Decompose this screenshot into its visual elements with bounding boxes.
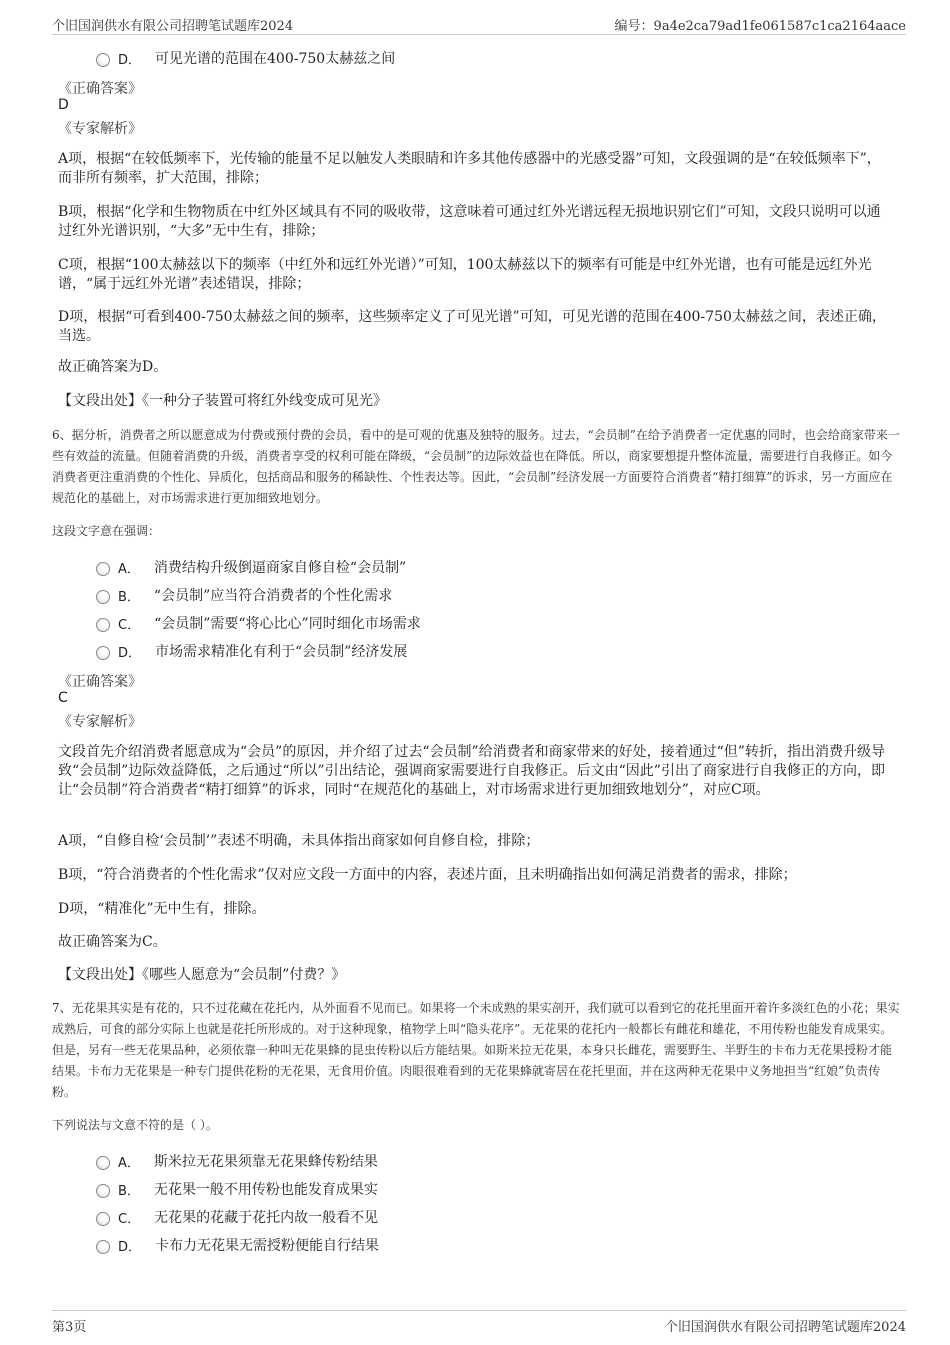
q6-answer-label: 《正确答案》 bbox=[58, 674, 142, 690]
q5-analysis-c: C项，根据“100太赫兹以下的频率（中红外和远红外光谱）”可知，100太赫兹以下的频率有可能是中红外光谱，也有可能是远红外光谱，“属于远红外光谱”表述错误，排除； bbox=[58, 257, 872, 292]
option-letter: C． bbox=[118, 1211, 141, 1227]
header-code: 编号：9a4e2ca79ad1fe061587c1ca2164aace bbox=[614, 19, 906, 34]
q5-source: 【文段出处】《一种分子装置可将红外线变成可见光》 bbox=[58, 393, 387, 409]
q5-analysis-a: A项，根据“在较低频率下，光传输的能量不足以触发人类眼睛和许多其他传感器中的光感受器”可知，文段强调的是“在较低频率下”，而非所有频率，扩大范围，排除； bbox=[58, 151, 881, 186]
header-title: 个旧国润供水有限公司招聘笔试题库2024 bbox=[52, 19, 294, 34]
q6-analysis-d: D项，“精准化”无中生有，排除。 bbox=[58, 901, 266, 917]
q5-answer-label: 《正确答案》 bbox=[58, 81, 142, 97]
q7-question: 7、无花果其实是有花的，只不过花藏在花托内，从外面看不见而已。如果将一个未成熟的果实剖开，我们就可以看到它的花托里面开着许多淡红色的小花；果实成熟后，可食的部分实际上也就是花托所形成的。对于这种现象，植物学上叫“隐头花序”。无花果的花托内一般都长有雌花和雄花，不用传粉也能发育成果实。但是，另有一些无花果品种，必须依靠一种叫无花果蜂的昆虫传粉以后方能结果。如斯米拉无花果，本身只长雌花，需要野生、半野生的卡布力无花果授粉才能结果。卡布力无花果是一种专门提供花粉的无花果，无食用价值。肉眼很难看到的无花果蜂就寄居在花托里面，并在这两种无花果中义务地担当“红娘”负责传粉。 bbox=[52, 1001, 900, 1099]
q6-option-b[interactable] bbox=[96, 585, 392, 605]
radio-icon[interactable] bbox=[96, 618, 110, 632]
radio-icon[interactable] bbox=[96, 590, 110, 604]
q6-analysis-main: 文段首先介绍消费者愿意成为“会员”的原因，并介绍了过去“会员制”给消费者和商家带来的好处，接着通过“但”转折，指出消费升级导致“会员制”边际效益降低，之后通过“所以”引出结论，强调商家需要进行自我修正。后文由“因此”引出了商家进行自我修正的方向，即让“会员制”符合消费者“精打细算”的诉求，同时“在规范化的基础上，对市场需求进行更加细致地划分”，对应C项。 bbox=[58, 744, 885, 798]
q7-option-b[interactable] bbox=[96, 1179, 378, 1199]
radio-icon[interactable] bbox=[96, 53, 110, 67]
q6-analysis-label: 《专家解析》 bbox=[58, 714, 142, 730]
q6-option-d[interactable] bbox=[96, 641, 407, 661]
q7-prompt: 下列说法与文意不符的是（ ）。 bbox=[52, 1118, 218, 1132]
q6-option-a[interactable] bbox=[96, 557, 406, 577]
page-number: 第3页 bbox=[52, 1320, 87, 1335]
q7-option-d[interactable] bbox=[96, 1235, 379, 1255]
option-letter: A． bbox=[118, 1155, 140, 1171]
q5-analysis-b: B项，根据“化学和生物物质在中红外区域具有不同的吸收带，这意味着可通过红外光谱远程无损地识别它们”可知，文段只说明可以通过红外光谱识别，“大多”无中生有，排除； bbox=[58, 204, 881, 239]
q6-prompt: 这段文字意在强调： bbox=[52, 524, 161, 538]
q6-analysis-a: A项，“自修自检‘会员制’”表述不明确，未具体指出商家如何自修自检，排除； bbox=[58, 833, 540, 849]
option-letter: D． bbox=[118, 1239, 142, 1255]
option-letter: D． bbox=[118, 52, 142, 68]
option-letter: B． bbox=[118, 1183, 140, 1199]
q5-analysis-label: 《专家解析》 bbox=[58, 121, 142, 137]
option-text: 可见光谱的范围在400-750太赫兹之间 bbox=[155, 51, 396, 67]
q7-option-a[interactable] bbox=[96, 1151, 378, 1171]
page-header bbox=[52, 12, 906, 35]
radio-icon[interactable] bbox=[96, 646, 110, 660]
q7-option-c[interactable] bbox=[96, 1207, 378, 1227]
option-letter: B． bbox=[118, 589, 140, 605]
option-text: “会员制”应当符合消费者的个性化需求 bbox=[153, 588, 393, 604]
option-text: “会员制”需要“将心比心”同时细化市场需求 bbox=[154, 616, 421, 632]
option-letter: A． bbox=[118, 561, 140, 577]
page-footer bbox=[52, 1310, 906, 1335]
option-text: 卡布力无花果无需授粉便能自行结果 bbox=[155, 1238, 380, 1254]
q6-conclusion: 故正确答案为C。 bbox=[58, 934, 167, 950]
q5-answer: D bbox=[58, 97, 69, 113]
q6-source: 【文段出处】《哪些人愿意为“会员制”付费？》 bbox=[58, 967, 346, 983]
q6-question: 6、据分析，消费者之所以愿意成为付费或预付费的会员，看中的是可观的优惠及独特的服务。过去，“会员制”在给予消费者一定优惠的同时，也会给商家带来一些有效益的流量。但随着消费的升级，消费者享受的权利可能在降级，“会员制”的边际效益也在降低。所以，商家要想提升整体流量，需要进行自我修正。如今消费者更注重消费的个性化、异质化，包括商品和服务的稀缺性、个性表达等。因此，“会员制”经济发展一方面要符合消费者“精打细算”的诉求，另一方面应在规范化的基础上，对市场需求进行更加细致地划分。 bbox=[52, 428, 900, 505]
option-text: 消费结构升级倒逼商家自修自检“会员制” bbox=[153, 560, 407, 576]
q5-conclusion: 故正确答案为D。 bbox=[58, 359, 168, 375]
option-text: 斯米拉无花果须靠无花果蜂传粉结果 bbox=[153, 1154, 378, 1170]
radio-icon[interactable] bbox=[96, 1240, 110, 1254]
option-letter: C． bbox=[118, 617, 141, 633]
q6-option-c[interactable] bbox=[96, 613, 421, 633]
option-text: 无花果一般不用传粉也能发育成果实 bbox=[153, 1182, 378, 1198]
q6-answer: C bbox=[58, 690, 68, 706]
footer-title: 个旧国润供水有限公司招聘笔试题库2024 bbox=[664, 1320, 906, 1335]
radio-icon[interactable] bbox=[96, 1156, 110, 1170]
radio-icon[interactable] bbox=[96, 562, 110, 576]
q6-analysis-b: B项，“符合消费者的个性化需求”仅对应文段一方面中的内容，表述片面，且未明确指出如何满足消费者的需求，排除； bbox=[58, 867, 797, 883]
option-letter: D． bbox=[118, 645, 142, 661]
q5-option-d[interactable] bbox=[96, 48, 395, 68]
radio-icon[interactable] bbox=[96, 1212, 110, 1226]
option-text: 无花果的花藏于花托内故一般看不见 bbox=[154, 1210, 379, 1226]
option-text: 市场需求精准化有利于“会员制”经济发展 bbox=[155, 644, 408, 660]
q5-analysis-d: D项，根据“可看到400-750太赫兹之间的频率，这些频率定义了可见光谱”可知，可见光谱的范围在400-750太赫兹之间，表述正确，当选。 bbox=[58, 309, 886, 344]
radio-icon[interactable] bbox=[96, 1184, 110, 1198]
